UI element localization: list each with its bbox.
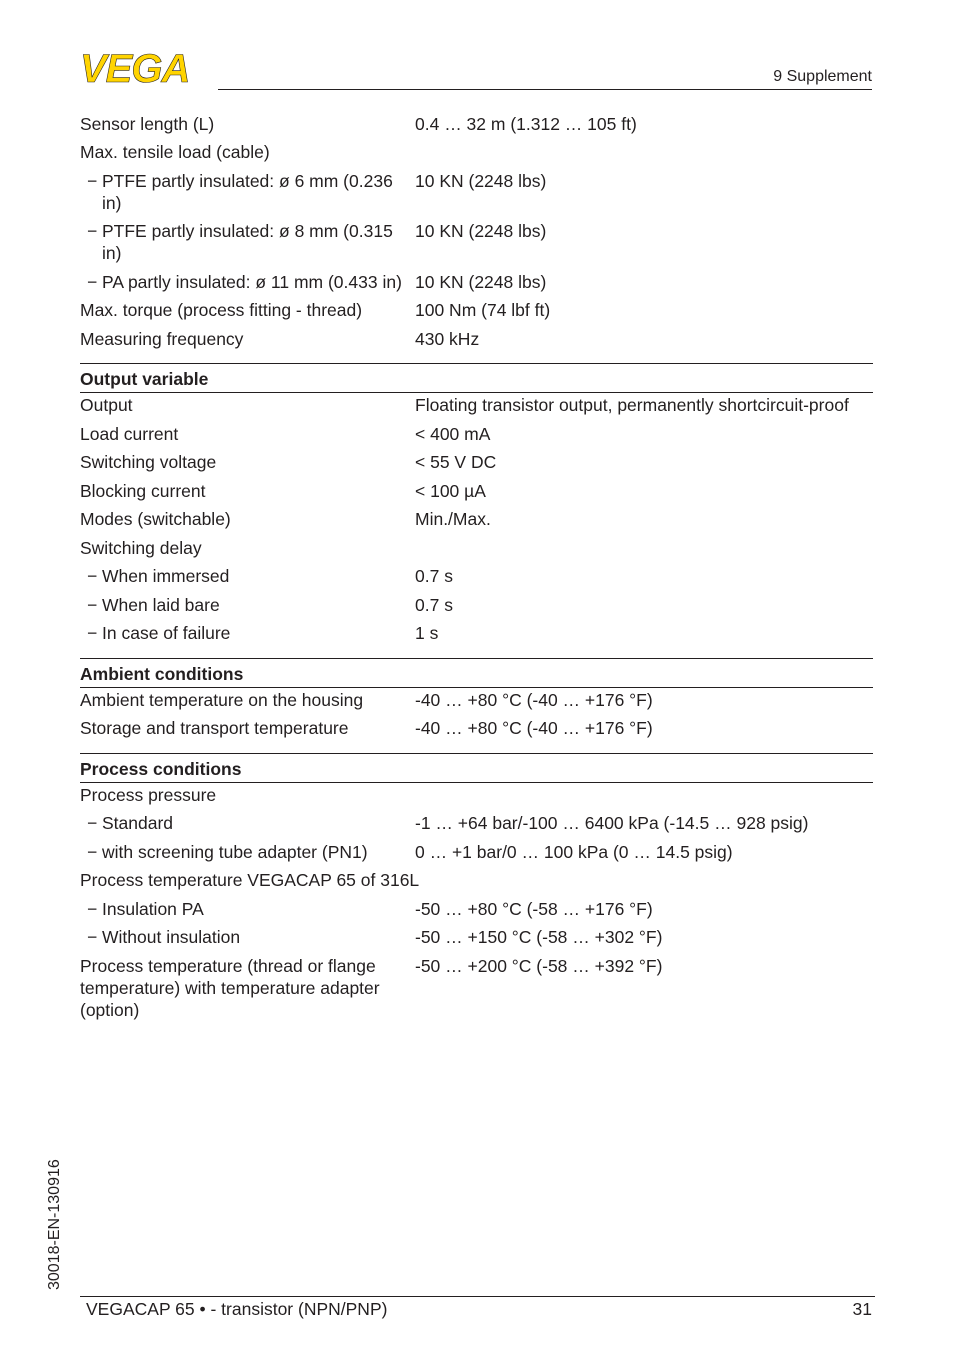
spec-label: Without insulation — [102, 927, 241, 947]
spec-label: Measuring frequency — [80, 329, 244, 349]
spec-value: < 400 mA — [415, 424, 491, 444]
spec-value: -50 … +80 °C (-58 … +176 °F) — [415, 899, 653, 919]
spec-value: 10 KN (2248 lbs) — [415, 171, 547, 191]
spec-value: Min./Max. — [415, 509, 491, 529]
spec-value: 1 s — [415, 623, 439, 643]
spec-label: Load current — [80, 424, 179, 444]
spec-value: 100 Nm (74 lbf ft) — [415, 300, 551, 320]
spec-value: Floating transistor output, permanently shortcircuit-proof — [415, 395, 849, 415]
spec-label: Blocking current — [80, 481, 206, 501]
spec-label: Insulation PA — [102, 899, 204, 919]
spec-label: Switching voltage — [80, 452, 217, 472]
page-number: 31 — [852, 1299, 872, 1319]
footer-rule — [80, 1296, 875, 1297]
spec-label: PTFE partly insulated: ø 6 mm (0.236 in) — [102, 171, 393, 213]
spec-value: 0.7 s — [415, 595, 453, 615]
spec-label: Switching delay — [80, 538, 202, 558]
spec-value: 430 kHz — [415, 329, 480, 349]
spec-label: Sensor length (L) — [80, 114, 215, 134]
spec-label: In case of failure — [102, 623, 231, 643]
spec-label: Max. tensile load (cable) — [80, 142, 270, 162]
spec-value: 0.4 … 32 m (1.312 … 105 ft) — [415, 114, 637, 134]
vega-logo — [80, 50, 212, 84]
spec-label: Output — [80, 395, 133, 415]
spec-label: Process temperature VEGACAP 65 of 316L — [80, 870, 420, 890]
spec-label: PTFE partly insulated: ø 8 mm (0.315 in) — [102, 221, 393, 263]
spec-label: When immersed — [102, 566, 230, 586]
spec-label: Standard — [102, 813, 174, 833]
spec-value: 0.7 s — [415, 566, 453, 586]
spec-value: 10 KN (2248 lbs) — [415, 221, 547, 241]
spec-label: PA partly insulated: ø 11 mm (0.433 in) — [102, 272, 402, 292]
spec-label: Storage and transport temperature — [80, 718, 349, 738]
section-heading-ambient-conditions: Ambient conditions — [80, 658, 873, 688]
spec-label: Process temperature (thread or flange temperature) with temperature adapter (option) — [80, 956, 380, 1020]
spec-value: < 100 µA — [415, 481, 486, 501]
spec-value: 10 KN (2248 lbs) — [415, 272, 547, 292]
section-label: 9 Supplement — [773, 68, 872, 85]
spec-value: 0 … +1 bar/0 … 100 kPa (0 … 14.5 psig) — [415, 842, 733, 862]
spec-value: -50 … +200 °C (-58 … +392 °F) — [415, 956, 663, 976]
header-rule — [218, 89, 872, 90]
spec-label: When laid bare — [102, 595, 220, 615]
spec-label: Ambient temperature on the housing — [80, 690, 364, 710]
svg-text:VEGA: VEGA — [80, 50, 190, 84]
document-code: 30018-EN-130916 — [46, 1159, 63, 1290]
spec-label: Max. torque (process fitting - thread) — [80, 300, 363, 320]
spec-label: Modes (switchable) — [80, 509, 231, 529]
spec-value: -40 … +80 °C (-40 … +176 °F) — [415, 690, 653, 710]
section-heading-process-conditions: Process conditions — [80, 753, 873, 783]
spec-value: < 55 V DC — [415, 452, 497, 472]
spec-value: -1 … +64 bar/-100 … 6400 kPa (-14.5 … 928 psig) — [415, 813, 809, 833]
section-heading-output-variable: Output variable — [80, 363, 873, 393]
footer-title: VEGACAP 65 • - transistor (NPN/PNP) — [86, 1299, 388, 1319]
spec-value: -40 … +80 °C (-40 … +176 °F) — [415, 718, 653, 738]
spec-value: -50 … +150 °C (-58 … +302 °F) — [415, 927, 663, 947]
spec-label: Process pressure — [80, 785, 217, 805]
spec-label: with screening tube adapter (PN1) — [102, 842, 368, 862]
